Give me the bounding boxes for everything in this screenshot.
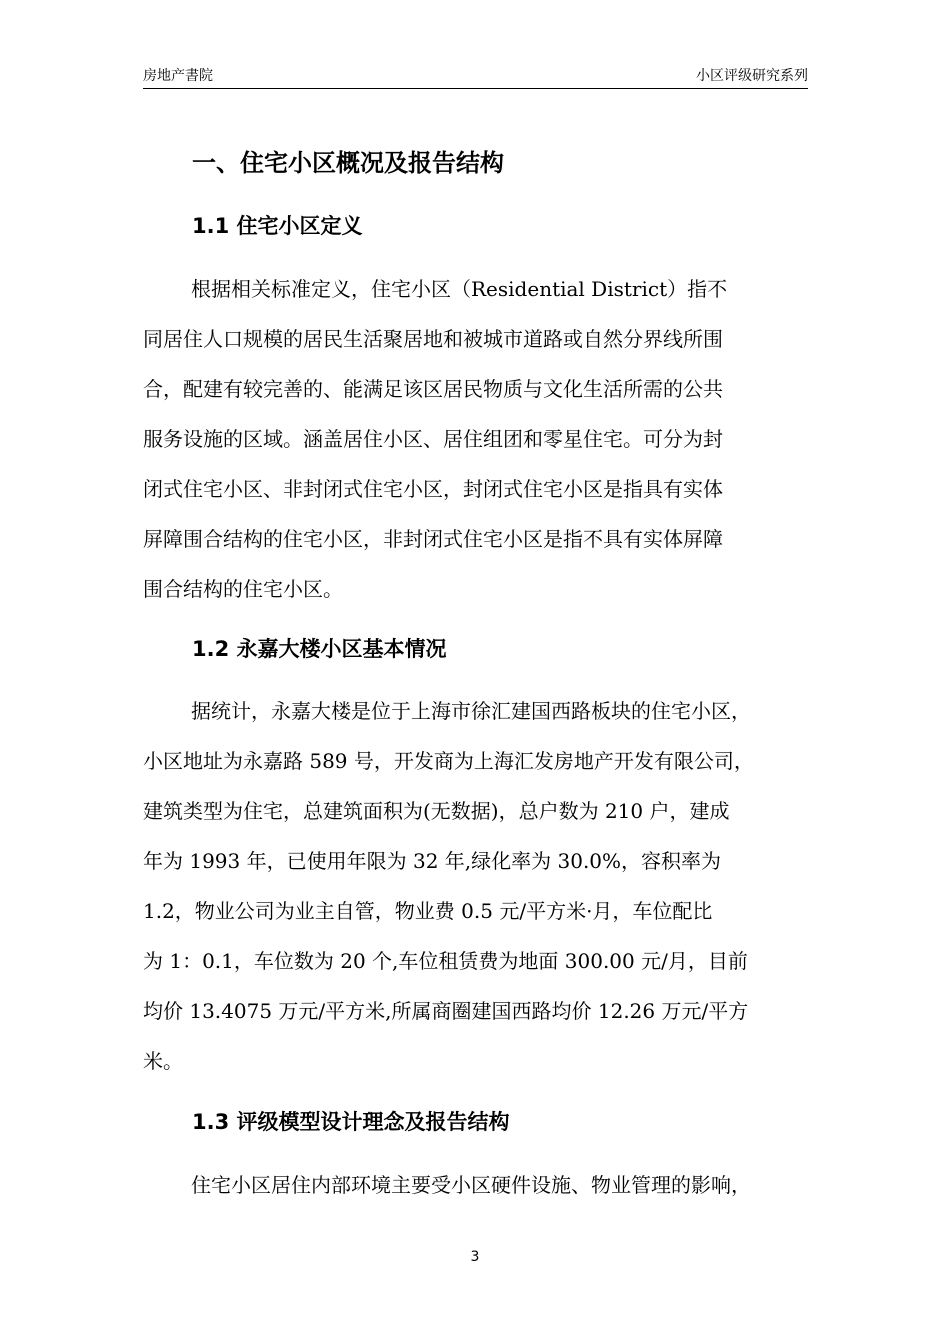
- paragraph-line: 闭式住宅小区、非封闭式住宅小区，封闭式住宅小区是指具有实体: [143, 477, 723, 501]
- section-heading-1-1: 1.1 住宅小区定义: [192, 214, 363, 238]
- section-1-1-paragraph: [143, 264, 808, 614]
- paragraph-line: 1.2，物业公司为业主自管，物业费 0.5 元/平方米·月，车位配比: [143, 899, 713, 923]
- paragraph-line: 根据相关标准定义，住宅小区（Residential District）指不: [191, 277, 728, 301]
- paragraph-line: 同居住人口规模的居民生活聚居地和被城市道路或自然分界线所围: [143, 327, 723, 351]
- paragraph-line: 建筑类型为住宅，总建筑面积为(无数据)，总户数为 210 户，建成: [143, 799, 730, 823]
- paragraph-line: 为 1：0.1，车位数为 20 个,车位租赁费为地面 300.00 元/月，目前: [143, 949, 748, 973]
- paragraph-line: 合，配建有较完善的、能满足该区居民物质与文化生活所需的公共: [143, 377, 723, 401]
- section-1-3-paragraph: [143, 1160, 808, 1210]
- page-number: 3: [470, 1249, 480, 1265]
- section-heading-1-3: 1.3 评级模型设计理念及报告结构: [192, 1110, 510, 1134]
- paragraph-line: 年为 1993 年，已使用年限为 32 年,绿化率为 30.0%，容积率为: [143, 849, 722, 873]
- paragraph-line: 围合结构的住宅小区。: [143, 577, 343, 601]
- chapter-heading: 一、住宅小区概况及报告结构: [192, 149, 504, 177]
- paragraph-line: 均价 13.4075 万元/平方米,所属商圈建国西路均价 12.26 万元/平方: [143, 999, 749, 1023]
- paragraph-line: 住宅小区居住内部环境主要受小区硬件设施、物业管理的影响，: [191, 1173, 751, 1197]
- page-header: [143, 66, 808, 89]
- section-heading-1-2: 1.2 永嘉大楼小区基本情况: [192, 637, 447, 661]
- paragraph-line: 屏障围合结构的住宅小区，非封闭式住宅小区是指不具有实体屏障: [143, 527, 723, 551]
- paragraph-line: 米。: [143, 1049, 183, 1073]
- header-publisher: 房地产書院: [143, 68, 213, 84]
- header-series-title: 小区评级研究系列: [696, 68, 808, 84]
- paragraph-line: 服务设施的区域。涵盖居住小区、居住组团和零星住宅。可分为封: [143, 427, 723, 451]
- section-1-2-paragraph: [143, 686, 808, 1086]
- paragraph-line: 小区地址为永嘉路 589 号，开发商为上海汇发房地产开发有限公司，: [143, 749, 754, 773]
- paragraph-line: 据统计，永嘉大楼是位于上海市徐汇建国西路板块的住宅小区，: [191, 699, 751, 723]
